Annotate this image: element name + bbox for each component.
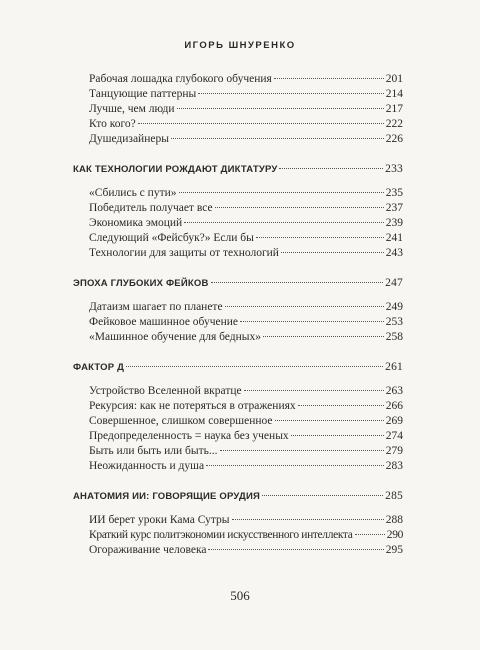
toc-chapter: ФАКТОР Д 261 (73, 361, 403, 373)
toc-entry: Танцующие паттерны 214 (89, 88, 403, 100)
toc-entry: Датаизм шагает по планете 249 (89, 301, 403, 313)
toc-entry: Победитель получает все 237 (89, 202, 403, 214)
toc-entry: Огораживание человека 295 (89, 544, 403, 556)
toc-chapter: АНАТОМИЯ ИИ: ГОВОРЯЩИЕ ОРУДИЯ 285 (73, 490, 403, 502)
toc-entry: Лучше, чем люди 217 (89, 103, 403, 115)
toc-entry: Краткий курс политэкономии искусственного интеллекта 290 (89, 529, 403, 541)
toc-entry: «Машинное обучение для бедных» 258 (89, 331, 403, 343)
toc-entry: Быть или быть или быть... 279 (89, 445, 403, 457)
toc-entry: Экономика эмоций 239 (89, 217, 403, 229)
toc-entry: Кто кого? 222 (89, 118, 403, 130)
toc-chapter: ЭПОХА ГЛУБОКИХ ФЕЙКОВ 247 (73, 277, 403, 289)
toc-entry: Душедизайнеры 226 (89, 133, 403, 145)
toc-entry: Совершенное, слишком совершенное 269 (89, 415, 403, 427)
toc-entry: Рекурсия: как не потеряться в отражениях 266 (89, 400, 403, 412)
page-number: 506 (230, 588, 250, 603)
toc-entry: Рабочая лошадка глубокого обучения 201 (89, 73, 403, 85)
table-of-contents (73, 72, 403, 558)
toc-entry: Технологии для защиты от технологий 243 (89, 247, 403, 259)
toc-entry: ИИ берет уроки Кама Сутры 288 (89, 514, 403, 526)
toc-entry: «Сбились с пути» 235 (89, 187, 403, 199)
toc-entry: Фейковое машинное обучение 253 (89, 316, 403, 328)
toc-entry: Устройство Вселенной вкратце 263 (89, 385, 403, 397)
running-header: ИГОРЬ ШНУРЕНКО (184, 40, 296, 51)
toc-chapter: КАК ТЕХНОЛОГИИ РОЖДАЮТ ДИКТАТУРУ 233 (73, 163, 403, 175)
toc-entry: Предопределенность = наука без ученых 274 (89, 430, 403, 442)
toc-entry: Следующий «Фейсбук?» Если бы 241 (89, 232, 403, 244)
toc-entry: Неожиданность и душа 283 (89, 460, 403, 472)
